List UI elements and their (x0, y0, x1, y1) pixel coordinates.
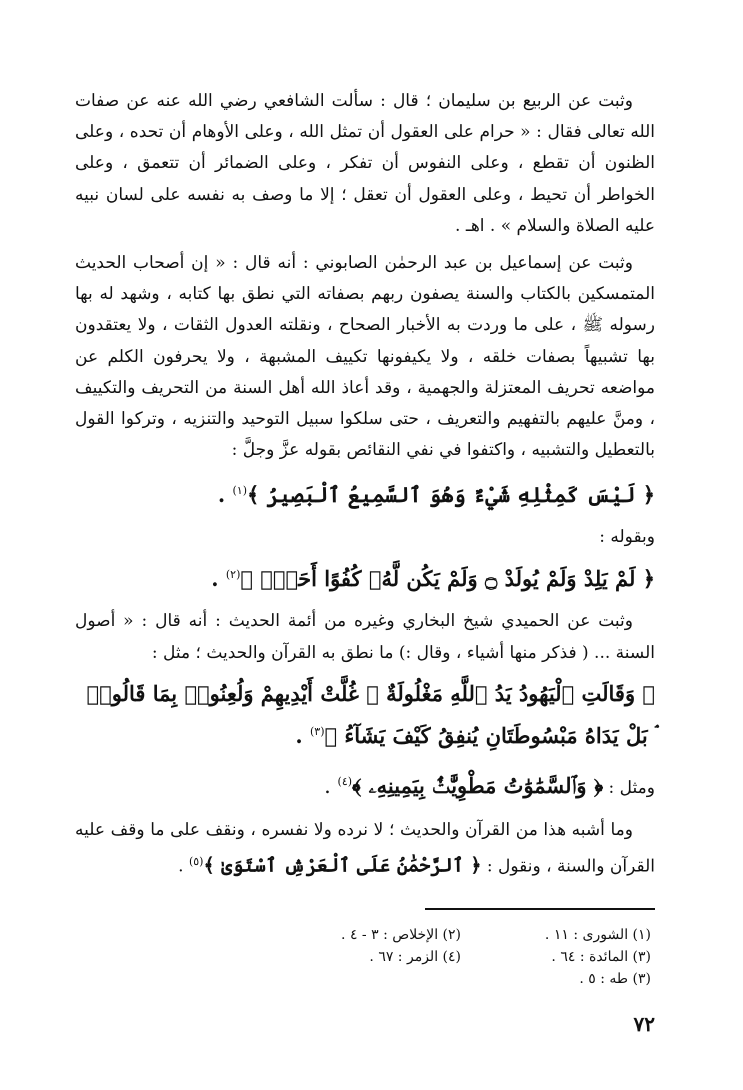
paragraph-sabuni: وثبت عن إسماعيل بن عبد الرحمٰن الصابوني : أنه قال : « إن أصحاب الحديث المتمسكين بالكتاب والسنة يصفون ربهم بصفاته التي نطق بها كتابه ، وشهد له بها رسوله ﷺ ، على ما وردت به الأخبار الصحاح ، ونقلته العدول الثقات ، ولا يعتقدون بها تشبيهاً بصفات خلقه ، ولا يكيفونها تكييف المشبهة ، ولا يحرفون الكلم عن مواضعه تحريف المعتزلة والجهمية ، وقد أعاذ الله أهل السنة من التحريف والتكييف ، ومنَّ عليهم بالتفهيم والتعريف ، حتى سلكوا سبيل التوحيد والتنزيه ، وتركوا القول بالتعطيل والتشبيه ، واكتفوا في نفي النقائص بقوله عزَّ وجلَّ : (75, 253, 655, 461)
quran-verse-shura (75, 472, 655, 514)
quran-verse-zumar (75, 763, 655, 807)
verse-end: . (217, 482, 233, 508)
footnote-ref: (٣) (309, 724, 325, 738)
verse-text: ﴿ لَمْ يَلِدْ وَلَمْ يُولَدْ ۝ وَلَمْ يَكُن لَّهُۥ كُفُوًا أَحَدٌۢ ﴾ (240, 566, 655, 592)
verse-text: ﴿ وَٱلسَّمَٰوَٰتُ مَطْوِيَّٰتٌۢ بِيَمِينِهِۦ ﴾ (352, 772, 604, 798)
verse-end: . (324, 773, 338, 798)
footnotes (91, 924, 651, 990)
verse-end: . (178, 856, 189, 877)
verse-text: ﴿ لَيْسَ كَمِثْلِهِ شَيْءٌ وَهُوَ ٱلسَّمِيعُ ٱلْبَصِيرُ ﴾ (246, 482, 655, 508)
verse-taha: ﴿ ٱلرَّحْمَٰنُ عَلَى ٱلْعَرْشِ ٱسْتَوَىٰ ﴾ (203, 854, 482, 877)
quran-verse-maidah (75, 675, 655, 755)
paragraph-closing (75, 815, 655, 883)
footnote-item: (٤) الزمر : ٦٧ . (369, 949, 461, 965)
footnote-item: (١) الشورى : ١١ . (544, 927, 651, 943)
page-body (75, 86, 655, 889)
footnote-item: (٢) الإخلاص : ٣ - ٤ . (341, 927, 461, 943)
paragraph-humaidi: وثبت عن الحميدي شيخ البخاري وغيره من أئمة الحديث : أنه قال : « أصول السنة ... ( فذكر منها أشياء ، وقال :) ما نطق به القرآن والحديث ؛ مثل : (75, 611, 655, 663)
quran-verse-ikhlas (75, 556, 655, 598)
wabiqawlihi-line: وبقوله : (599, 527, 655, 548)
footnote-ref: (٥) (188, 855, 204, 869)
footnote-row (91, 946, 651, 968)
verse-end: . (211, 566, 226, 592)
verse-end: . (295, 722, 310, 748)
closing-text: وما أشبه هذا من القرآن والحديث ؛ لا نرده ولا نفسره ، ونقف على ما وقف عليه القرآن والسنة ، ونقول : (75, 819, 655, 877)
paragraph-rabi: وثبت عن الربيع بن سليمان ؛ قال : سألت الشافعي رضي الله عنه عن صفات الله تعالى فقال : « حرام على العقول أن تمثل الله ، وعلى الأوهام أن تحده ، وعلى الظنون أن تقطع ، وعلى النفوس أن تفكر ، وعلى الضمائر أن تتعمق ، وعلى الخواطر أن تحيط ، وعلى العقول أن تعقل ؛ إلا ما وصف به نفسه على لسان نبيه عليه الصلاة والسلام » . اهـ . (75, 91, 655, 236)
footnote-row (91, 924, 651, 946)
footnote-item (271, 968, 461, 990)
footnote-ref: (٢) (225, 568, 241, 582)
footnote-divider (425, 908, 655, 910)
footnote-ref: (٤) (337, 774, 353, 788)
footnote-item: (٣) طه : ٥ . (579, 971, 651, 987)
footnote-item: (٣) المائدة : ٦٤ . (551, 949, 651, 965)
verse-text: ﴿ وَقَالَتِ ٱلْيَهُودُ يَدُ ٱللَّهِ مَغْلُولَةٌ ۚ غُلَّتْ أَيْدِيهِمْ وَلُعِنُوا۟ بِمَا قَالُوا۟ ۘ بَلْ يَدَاهُ مَبْسُوطَتَانِ يُنفِقُ كَيْفَ يَشَآءُ ﴾ (86, 680, 655, 748)
page-number: ٧٢ (633, 1012, 655, 1036)
mithl-prefix: ومثل : (603, 777, 655, 798)
footnote-row (91, 968, 651, 990)
footnote-ref: (١) (232, 484, 247, 498)
